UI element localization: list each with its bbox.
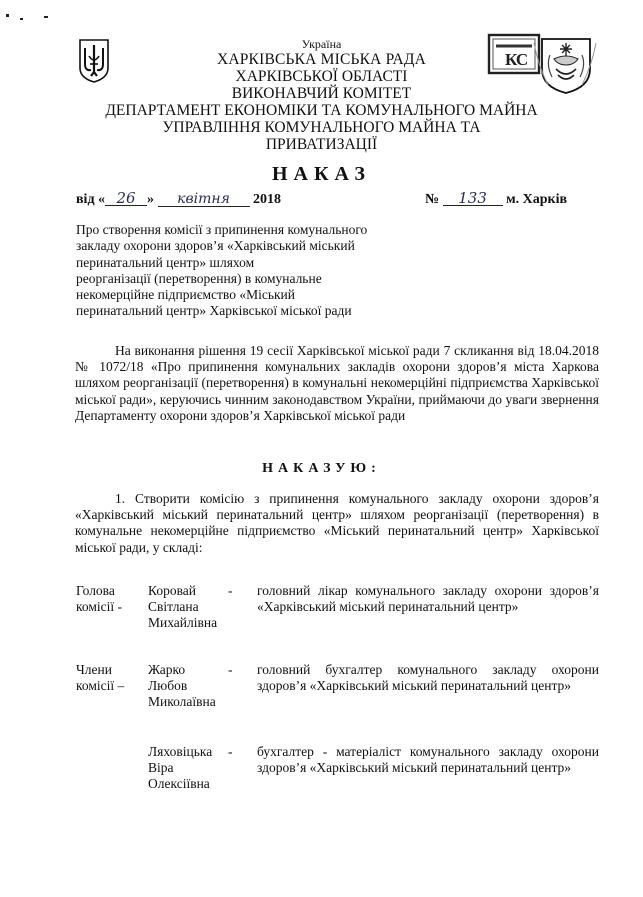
member-name: Жарко Любов Миколаївна - xyxy=(148,662,233,710)
date-year: 2018 xyxy=(253,192,282,207)
date-mid: » xyxy=(147,192,155,207)
subject-line: перинатальний центр» Харківської міської ради xyxy=(76,303,352,319)
order-number: 133 xyxy=(443,192,503,206)
executive-committee: ВИКОНАВЧИЙ КОМІТЕТ xyxy=(231,85,412,102)
scan-speck xyxy=(44,16,48,18)
office-name-line2: ПРИВАТИЗАЦІЇ xyxy=(265,136,378,153)
subject-line: Про створення комісії з припинення комунального xyxy=(76,222,368,237)
document-type-title: НАКАЗ xyxy=(271,163,371,185)
scan-speck xyxy=(20,18,23,20)
members-role-label: Члени комісії – xyxy=(76,662,125,694)
city-council-name: ХАРКІВСЬКА МІСЬКА РАДА xyxy=(216,51,427,68)
order-subject xyxy=(76,222,406,320)
stamp-text: КС xyxy=(505,50,528,69)
region-name: ХАРКІВСЬКОЇ ОБЛАСТІ xyxy=(235,68,408,85)
head-position: головний лікар комунального закладу охорони здоров’я «Харківський міський перинатальний центр» xyxy=(257,583,599,615)
name-dash: - xyxy=(228,744,233,759)
name-dash: - xyxy=(228,583,233,598)
subject-line: перинатальний центр» шляхом xyxy=(76,254,255,270)
member-position: головний бухгалтер комунального закладу охорони здоров’я «Харківський міський перинатальний центр» xyxy=(257,662,599,694)
subject-line: реорганізації (перетворення) в комунальне xyxy=(76,270,322,286)
head-role-label: Голова комісії - xyxy=(76,583,123,615)
member-position: бухгалтер - матеріаліст комунального закладу охорони здоров’я «Харківський міський перинатальний центр» xyxy=(257,744,599,776)
date-number-line xyxy=(76,189,600,208)
item-1-paragraph: 1. Створити комісію з припинення комунального закладу охорони здоров’я «Харківський міський перинатальний центр» шляхом реорганізації (перетворення) в комунальне некомерційне підприємство «Міський перинатальний центр» Харківської міської ради, у складі: xyxy=(75,491,599,555)
office-name-line1: УПРАВЛІННЯ КОМУНАЛЬНОГО МАЙНА ТА xyxy=(162,119,481,136)
date-day: 26 xyxy=(105,192,147,206)
department-name: ДЕПАРТАМЕНТ ЕКОНОМІКИ ТА КОМУНАЛЬНОГО МАЙНА xyxy=(105,102,538,119)
member-name: Ляховіцька Віра Олексіївна - xyxy=(148,744,233,792)
city-label: м. Харків xyxy=(506,192,568,207)
date-prefix: від « xyxy=(76,192,106,207)
country-name: Україна xyxy=(301,37,342,51)
scan-speck xyxy=(6,14,9,17)
order-number-block xyxy=(425,189,568,208)
head-name: Коровай Світлана Михайлівна - xyxy=(148,583,233,631)
preamble-paragraph: На виконання рішення 19 сесії Харківської міської ради 7 скликання від 18.04.2018 № 1072/18 «Про припинення комунальних закладів охорони здоров’я міста Харкова шляхом реорганізації (перетворення) в комунальні некомерційні підприємства Харківської міської ради», керуючись чинним законодавством України, приймаючи до уваги звернення Департаменту охорони здоров’я Харківської міської ради xyxy=(75,343,599,423)
number-label: № xyxy=(425,192,440,207)
subject-line: закладу охорони здоров’я «Харківський міський xyxy=(76,238,355,254)
date-month: квітня xyxy=(158,193,250,207)
name-dash: - xyxy=(228,662,233,677)
subject-line: некомерційне підприємство «Міський xyxy=(76,287,295,303)
order-heading: НАКАЗУЮ: xyxy=(262,461,381,476)
